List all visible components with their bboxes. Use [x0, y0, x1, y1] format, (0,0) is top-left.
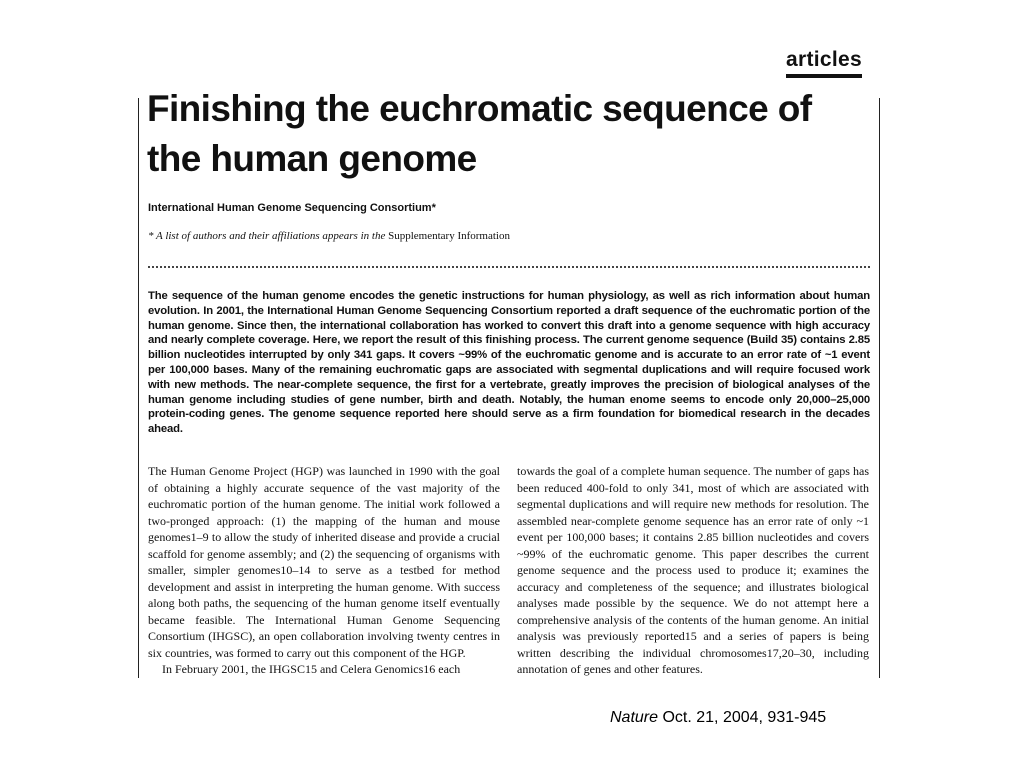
affiliation-note [148, 230, 510, 242]
affiliation-note-italic: * A list of authors and their affiliations appears in the [148, 230, 386, 242]
section-label: articles [786, 48, 862, 78]
journal-name: Nature [610, 709, 659, 726]
section-divider [148, 266, 870, 268]
body-paragraph: The Human Genome Project (HGP) was launched in 1990 with the goal of obtaining a highly accurate sequence of the vast majority of the euchromatic portion of the human genome. The initial work followed a two-pronged approach: (1) the mapping of the human and mouse genomes1–9 to allow the study of inherited disease and provide a crucial scaffold for genome assembly; and (2) the sequencing of organisms with smaller, simpler genomes10–14 to serve as a testbed for method development and assist in interpreting the human genome. With success along both paths, the sequencing of the human genome itself eventually became feasible. The International Human Genome Sequencing Consortium (IHGSC), an open collaboration involving twenty centres in six countries, was formed to carry out this component of the HGP. [148, 464, 500, 660]
body-paragraph: towards the goal of a complete human sequence. The number of gaps has been reduced 400-fold to only 341, most of which are associated with segmental duplications and will require new methods for resolution. The assembled near-complete genome sequence has an error rate of only ~1 event per 100,000 bases; it contains 2.85 billion nucleotides and covers ~99% of the euchromatic genome. This paper describes the current genome sequence and the process used to produce it; examines the accuracy and completeness of the sequence; and illustrates biological analyses made possible by the sequence. We do not attempt here a comprehensive analysis of the contents of the human genome. An initial analysis was previously reported15 and a series of papers is being written describing the individual chromosomes17,20–30, including annotation of genes and other features. [517, 464, 869, 676]
abstract: The sequence of the human genome encodes the genetic instructions for human physiology, as well as rich information about human evolution. In 2001, the International Human Genome Sequencing Consortium reported a draft sequence of the euchromatic portion of the human genome. Since then, the international collaboration has worked to convert this draft into a genome sequence with high accuracy and nearly complete coverage. Here, we report the result of this finishing process. The current genome sequence (Build 35) contains 2.85 billion nucleotides interrupted by only 341 gaps. It covers ~99% of the euchromatic genome and is accurate to an error rate of ~1 event per 100,000 bases. Many of the remaining euchromatic gaps are associated with segmental duplications and will require focused work with new methods. The near-complete sequence, the first for a vertebrate, greatly improves the precision of biological analyses of the human genome including studies of gene number, birth and death. Notably, the human enome seems to encode only 20,000–25,000 protein-coding genes. The genome sequence reported here should serve as a firm foundation for biomedical research in the decades ahead. [148, 290, 870, 436]
citation-details: Oct. 21, 2004, 931-945 [658, 709, 827, 726]
body-column-right [517, 463, 869, 677]
right-column-rule [879, 98, 880, 678]
author-line: International Human Genome Sequencing Consortium* [148, 202, 436, 214]
affiliation-note-link: Supplementary Information [385, 230, 510, 242]
body-column-left [148, 463, 500, 677]
citation-caption [610, 709, 826, 727]
left-column-rule [138, 98, 139, 678]
paper-title: Finishing the euchromatic sequence of the human genome [147, 88, 812, 179]
body-paragraph: In February 2001, the IHGSC15 and Celera Genomics16 each [162, 662, 461, 676]
